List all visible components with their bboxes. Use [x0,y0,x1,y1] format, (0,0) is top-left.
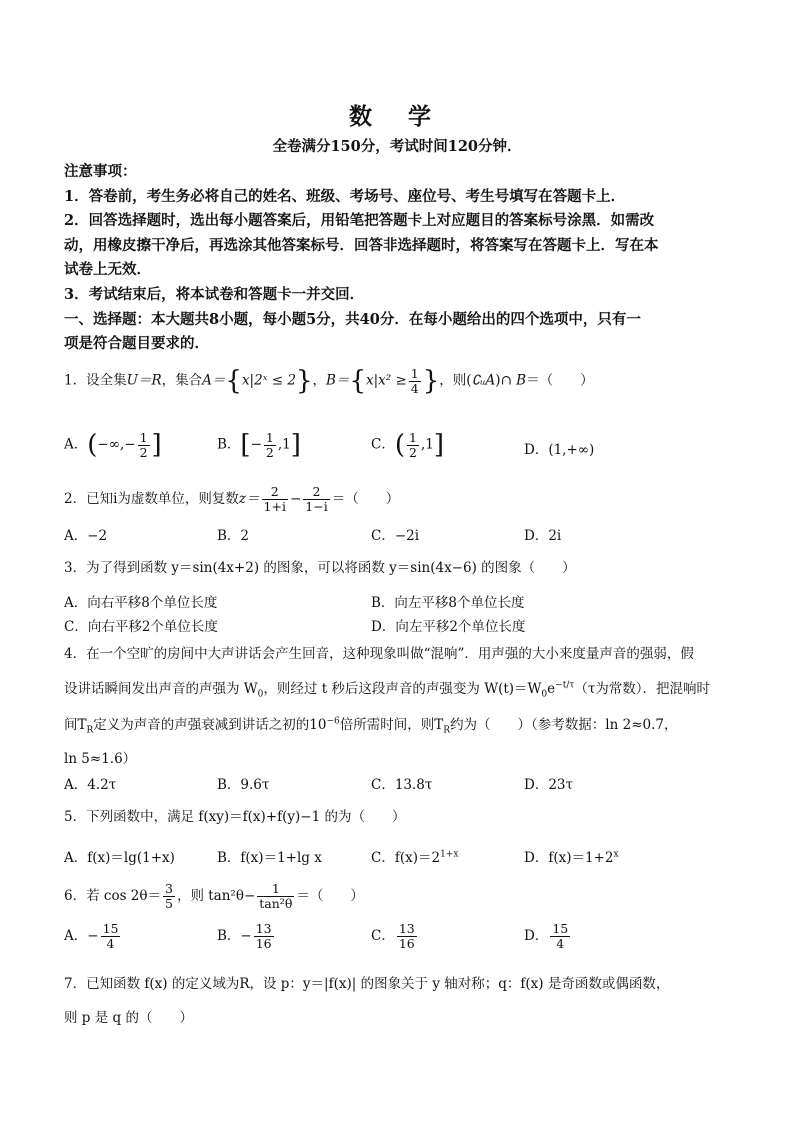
q4-option-d: D．23τ [524,777,573,793]
notice-item-2-cont: 动，用橡皮擦干净后，再选涂其他答案标号．回答非选择题时，将答案写在答题卡上．写在本 [64,237,659,254]
q6-option-c: C． $\frac{13}{16}$ [371,921,415,951]
q5-option-b: B．f(x)＝1+lg x [217,850,322,866]
notice-item-3: 3．考试结束后，将本试卷和答题卡一并交回． [64,286,365,303]
question-4-cont-2: 间$T_R$定义为声音的声强衰减到讲话之初的$10^{-6}$倍所需时间，则$T_R$约为（ ）（参考数据：ln 2≈0.7， [64,716,678,736]
q1-option-a: A．(−∞,− $\frac{1}{2}$ ] [64,429,162,460]
q1-option-c: C．( $\frac{1}{2}$ ,1] [371,429,444,460]
q2-option-b: B．2 [217,528,250,544]
q4-option-a: A．4.2τ [64,777,117,793]
question-1: 1．设全集U＝R，集合A＝{x|2ˣ ≤ 2}，B＝{x|x² ≥ $\frac{1}{4}$ }，则(∁ᵤA)∩ B＝（ ） [64,365,594,396]
section-heading-cont: 项是符合题目要求的． [64,335,209,352]
q5-option-d: D．$f(x)=1+2^x$ [524,849,619,866]
question-5: 5．下列函数中，满足 f(xy)＝f(x)+f(y)−1 的为（ ） [64,809,406,825]
question-6: 6．若 cos 2θ＝ $\frac{3}{5}$ ，则 tan²θ− $\frac{1}{\text{tan²θ}}$ ＝（ ） [64,881,364,911]
page-title: 数 学 [348,103,445,130]
q5-option-a: A．f(x)＝lg(1+x) [64,850,175,866]
question-7-cont: 则 p 是 q 的（ ） [64,1010,193,1026]
question-2: 2．已知i为虚数单位，则复数z＝ $\frac{2}{1+i}$ − $\frac{2}{1-i}$ ＝（ ） [64,484,400,514]
q4-option-c: C．13.8τ [371,777,433,793]
exam-info: 全卷满分150分，考试时间120分钟． [272,138,522,155]
question-4: 4．在一个空旷的房间中大声讲话会产生回音，这种现象叫做“混响”．用声强的大小来度量声音的强弱，假 [64,646,694,662]
q4-option-b: B．9.6τ [217,777,270,793]
q6-option-b: B．− $\frac{13}{16}$ [217,921,272,951]
q3-option-c: C．向右平移2个单位长度 [64,619,218,635]
section-heading: 一、选择题：本大题共8小题，每小题5分，共40分．在每小题给出的四个选项中，只有一 [64,311,641,328]
q3-option-b: B．向左平移8个单位长度 [371,595,525,611]
notice-heading: 注意事项： [64,163,137,180]
question-3: 3．为了得到函数 y＝sin(4x+2) 的图象，可以将函数 y＝sin(4x−6) 的图象（ ） [64,560,576,576]
question-4-cont-3: ln 5≈1.6） [64,751,137,767]
q2-option-d: D．2i [524,528,562,544]
q3-option-d: D．向左平移2个单位长度 [371,619,526,635]
q2-option-a: A．−2 [64,528,108,544]
q1-option-d: D．(1,+∞) [524,442,595,458]
question-4-cont: 设讲话瞬间发出声音的声强为 $W_0$，则经过 t 秒后这段声音的声强变为 $W(t)=W_0e^{-t/\tau}(\tau$为常数）．把混响时 [64,680,711,700]
notice-item-1: 1．答卷前，考生务必将自己的姓名、班级、考场号、座位号、考生号填写在答题卡上． [64,188,626,205]
fraction: $\frac{1}{4}$ [410,365,419,396]
question-7: 7．已知函数 f(x) 的定义域为R，设 p：y＝|f(x)| 的图象关于 y 轴对称；q：f(x) 是奇函数或偶函数， [64,976,670,992]
q3-option-a: A．向右平移8个单位长度 [64,595,218,611]
notice-item-2-end: 试卷上无效． [64,261,151,278]
q1-option-b: B．[− $\frac{1}{2}$ ,1] [217,429,301,460]
notice-item-2: 2．回答选择题时，选出每小题答案后，用铅笔把答题卡上对应题目的答案标号涂黑．如需改 [64,212,655,229]
q5-option-c: C．$f(x)=2^{1+x}$ [371,849,459,866]
q6-option-a: A．− $\frac{15}{4}$ [64,921,119,951]
q6-option-d: D． $\frac{15}{4}$ [524,921,569,951]
q2-option-c: C．−2i [371,528,420,544]
